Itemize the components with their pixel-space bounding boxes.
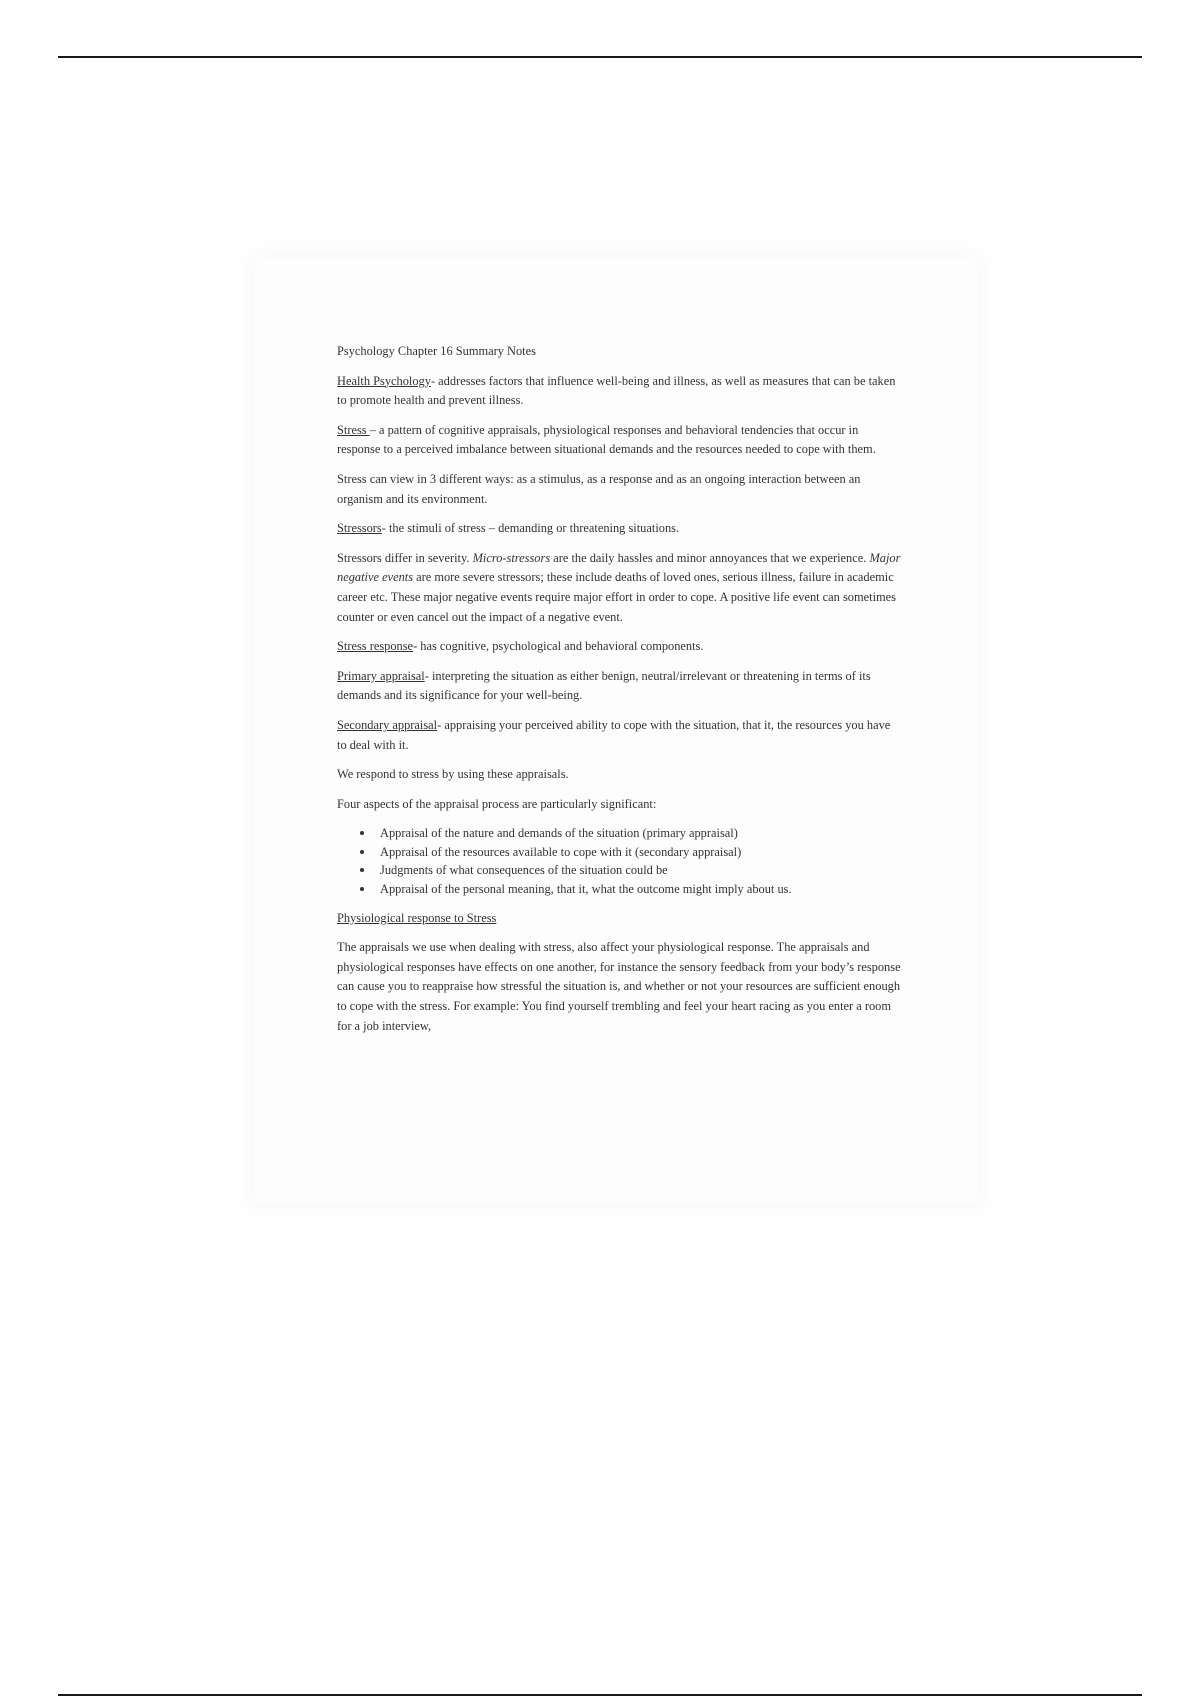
definition-health-psychology: - addresses factors that influence well-being and illness, as well as measures that can be taken to promote health and prevent illness. (337, 373, 896, 408)
paragraph-respond: We respond to stress by using these appraisals. (337, 767, 569, 782)
term-secondary-appraisal: Secondary appraisal (337, 717, 438, 732)
bottom-divider (58, 1694, 1142, 1696)
paragraph-health-psychology (337, 372, 903, 411)
heading-physiological-response: Physiological response to Stress (337, 910, 497, 925)
list-item: Appraisal of the personal meaning, that it, what the outcome might imply about us. (380, 880, 903, 899)
list-item: Appraisal of the resources available to cope with it (secondary appraisal) (380, 843, 903, 862)
definition-secondary-appraisal: - appraising your perceived ability to cope with the situation, that it, the resources you have to deal with it. (337, 717, 891, 752)
severity-micro-text: are the daily hassles and minor annoyances that we experience. (550, 550, 870, 565)
paragraph-physiological-response: The appraisals we use when dealing with stress, also affect your physiological response. The appraisals and physiological responses have effects on one another, for instance the sensory feedback from your body’s response can cause you to reappraise how stressful the situation is, and whether or not your resources are sufficient enough to cope with the stress. For example: You find yourself trembling and feel your heart racing as you enter a room for a job interview, (337, 940, 901, 1033)
term-health-psychology: Health Psychology (337, 373, 431, 388)
paragraph-stress-response (337, 637, 903, 657)
document-title: Psychology Chapter 16 Summary Notes (337, 344, 536, 358)
paragraph-four-aspects: Four aspects of the appraisal process are particularly significant: (337, 796, 657, 811)
list-item: Appraisal of the nature and demands of the situation (primary appraisal) (380, 824, 903, 843)
term-primary-appraisal: Primary appraisal (337, 668, 425, 683)
term-stressors: Stressors (337, 521, 382, 536)
term-stress-response: Stress response (337, 639, 414, 654)
severity-intro: Stressors differ in severity. (337, 550, 473, 565)
term-stress: Stress (337, 422, 370, 437)
paragraph-secondary-appraisal (337, 716, 903, 755)
paragraph-severity (337, 549, 903, 627)
paragraph-primary-appraisal (337, 667, 903, 706)
paragraph-stressors (337, 519, 903, 539)
paragraph-stress (337, 421, 903, 460)
severity-major-text: are more severe stressors; these include deaths of loved ones, serious illness, failure in academic career etc. These major negative events require major effort in order to cope. A positive life event can sometimes counter or even cancel out the impact of a negative event. (337, 570, 896, 624)
paragraph-stress-views: Stress can view in 3 different ways: as a stimulus, as a response and as an ongoing interaction between an organism and its environment. (337, 471, 861, 506)
top-divider (58, 56, 1142, 58)
definition-primary-appraisal: - interpreting the situation as either benign, neutral/irrelevant or threatening in terms of its demands and its significance for your well-being. (337, 668, 871, 703)
term-major-negative-events: Major negative events (337, 550, 901, 585)
definition-stress-response: - has cognitive, psychological and behavioral components. (413, 639, 704, 654)
document-content (337, 342, 903, 1046)
definition-stressors: - the stimuli of stress – demanding or threatening situations. (381, 521, 680, 536)
term-micro-stressors: Micro-stressors (472, 550, 551, 565)
list-item: Judgments of what consequences of the situation could be (380, 861, 903, 880)
definition-stress: – a pattern of cognitive appraisals, physiological responses and behavioral tendencies that occur in response to a perceived imbalance between situational demands and the resources needed to cope with them. (337, 422, 876, 457)
aspects-list (337, 824, 903, 898)
